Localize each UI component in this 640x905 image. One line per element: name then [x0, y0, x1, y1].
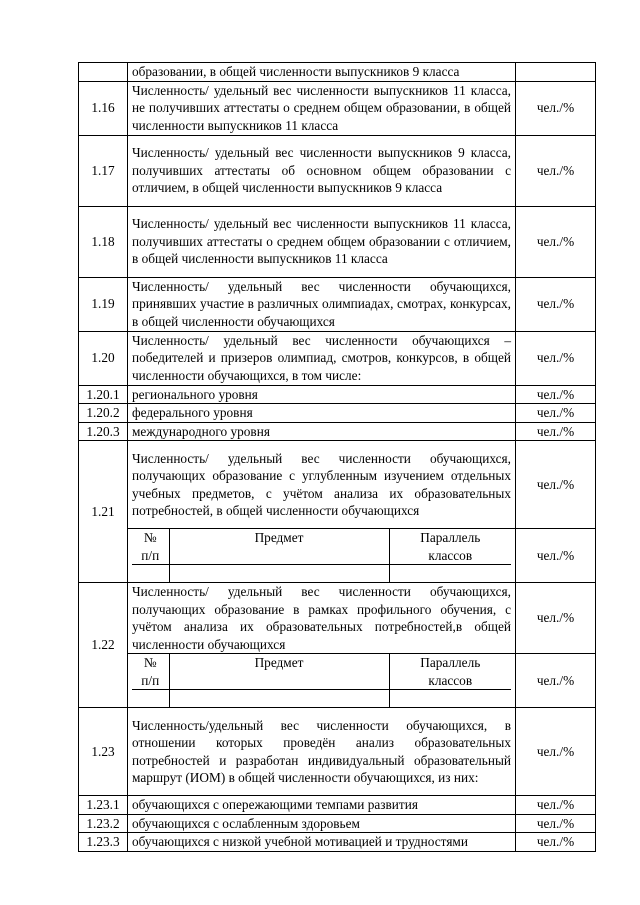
subtable-header-number-line1: № — [143, 530, 157, 545]
subtable-header-parallel-line1: Параллель — [420, 530, 481, 545]
row-number: 1.21 — [79, 441, 128, 583]
row-unit: чел./% — [516, 441, 596, 529]
table-row — [79, 422, 596, 441]
row-unit: чел./% — [516, 583, 596, 654]
row-number: 1.23.3 — [79, 833, 128, 852]
subtable-header-subject: Предмет — [169, 654, 389, 690]
row-unit: чел./% — [516, 814, 596, 833]
row-unit: чел./% — [516, 135, 596, 206]
row-unit: чел./% — [516, 708, 596, 796]
subject-subtable-cell — [128, 654, 516, 708]
subtable-empty-cell — [132, 690, 169, 708]
row-unit: чел./% — [516, 331, 596, 385]
table-row — [79, 277, 596, 331]
subtable-empty-cell — [132, 565, 169, 583]
table-row — [79, 385, 596, 404]
row-number: 1.20.3 — [79, 422, 128, 441]
row-number: 1.18 — [79, 206, 128, 277]
table-row — [79, 583, 596, 654]
row-unit: чел./% — [516, 385, 596, 404]
subtable-header-number-line2: п/п — [141, 672, 160, 688]
indicators-table — [78, 62, 596, 852]
table-row — [79, 135, 596, 206]
row-number: 1.23.2 — [79, 814, 128, 833]
subject-subtable — [132, 529, 511, 582]
row-number: 1.20 — [79, 331, 128, 385]
row-number: 1.23 — [79, 708, 128, 796]
row-description: Численность/ удельный вес численности обучающихся, принявших участие в различных олимпиадах, смотрах, конкурсах, в общей численности обучающихся — [128, 277, 516, 331]
subtable-empty-cell — [169, 565, 389, 583]
row-description: обучающихся с низкой учебной мотивацией и трудностями — [128, 833, 516, 852]
subtable-empty-cell — [389, 565, 511, 583]
row-description: международного уровня — [128, 422, 516, 441]
row-unit: чел./% — [516, 206, 596, 277]
row-unit: чел./% — [516, 796, 596, 815]
subtable-header-parallel — [389, 654, 511, 690]
row-description: Численность/ удельный вес численности обучающихся, получающих образование с углубленным изучением отдельных учебных предметов, с учётом анализа их образовательных потребностей, в общей численности обучающихся — [128, 441, 516, 529]
subject-subtable-cell — [128, 529, 516, 583]
table-row — [79, 404, 596, 423]
table-row — [79, 331, 596, 385]
row-unit: чел./% — [516, 833, 596, 852]
row-number: 1.17 — [79, 135, 128, 206]
subtable-empty-cell — [389, 690, 511, 708]
table-row — [79, 654, 596, 708]
table-row — [79, 708, 596, 796]
subtable-empty-cell — [169, 690, 389, 708]
subtable-header-subject: Предмет — [169, 529, 389, 565]
row-number: 1.22 — [79, 583, 128, 708]
table-row — [79, 63, 596, 82]
subtable-header-parallel — [389, 529, 511, 565]
subtable-header-parallel-line1: Параллель — [420, 655, 481, 670]
table-row — [79, 206, 596, 277]
row-description: Численность/ удельный вес численности выпускников 11 класса, получивших аттестаты о среднем общем образовании с отличием, в общей численности выпускников 11 класса — [128, 206, 516, 277]
row-description: Численность/ удельный вес численности выпускников 11 класса, не получивших аттестаты о среднем общем образовании, в общей численности выпускников 11 класса — [128, 81, 516, 135]
row-unit: чел./% — [516, 529, 596, 583]
subtable-header-parallel-line2: классов — [428, 547, 473, 563]
subtable-header-number-line1: № — [143, 655, 157, 670]
subtable-header-number — [132, 654, 169, 690]
table-row — [79, 81, 596, 135]
table-row — [79, 529, 596, 583]
row-description: Численность/ удельный вес численности обучающихся, получающих образование в рамках профильного обучения, с учётом анализа их образовательных потребностей,в общей численности обучающихся — [128, 583, 516, 654]
row-description: Численность/ удельный вес численности обучающихся – победителей и призеров олимпиад, смотров, конкурсов, в общей численности обучающихся, в том числе: — [128, 331, 516, 385]
row-number: 1.16 — [79, 81, 128, 135]
subtable-header-number — [132, 529, 169, 565]
row-description: федерального уровня — [128, 404, 516, 423]
row-number: 1.20.1 — [79, 385, 128, 404]
row-description: Численность/удельный вес численности обучающихся, в отношении которых проведён анализ образовательных потребностей и разработан индивидуальный образовательный маршрут (ИОМ) в общей численности обучающихся, из них: — [128, 708, 516, 796]
row-number: 1.20.2 — [79, 404, 128, 423]
subtable-header-parallel-line2: классов — [428, 672, 473, 688]
row-description: регионального уровня — [128, 385, 516, 404]
row-number — [79, 63, 128, 82]
row-unit — [516, 63, 596, 82]
row-unit: чел./% — [516, 81, 596, 135]
subtable-header-number-line2: п/п — [141, 547, 160, 563]
table-row — [79, 814, 596, 833]
row-unit: чел./% — [516, 404, 596, 423]
row-number: 1.23.1 — [79, 796, 128, 815]
row-unit: чел./% — [516, 654, 596, 708]
row-number: 1.19 — [79, 277, 128, 331]
subject-subtable — [132, 654, 511, 707]
row-unit: чел./% — [516, 277, 596, 331]
table-row — [79, 441, 596, 529]
row-description: обучающихся с опережающими темпами развития — [128, 796, 516, 815]
row-description: обучающихся с ослабленным здоровьем — [128, 814, 516, 833]
table-row — [79, 796, 596, 815]
table-row — [79, 833, 596, 852]
row-description: образовании, в общей численности выпускников 9 класса — [128, 63, 516, 82]
row-description: Численность/ удельный вес численности выпускников 9 класса, получивших аттестаты об основном общем образовании с отличием, в общей численности выпускников 9 класса — [128, 135, 516, 206]
row-unit: чел./% — [516, 422, 596, 441]
